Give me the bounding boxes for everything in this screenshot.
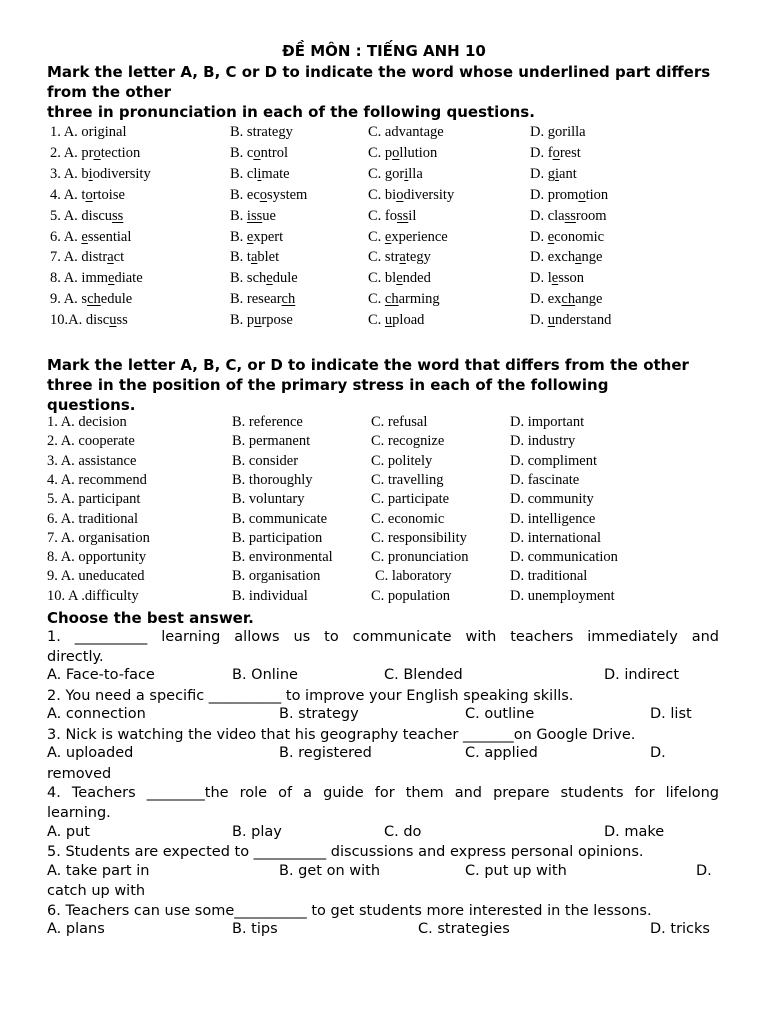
pronunciation-option-a[interactable] — [50, 124, 127, 141]
underlined-part: u — [109, 312, 117, 329]
pronunciation-option-c[interactable] — [368, 312, 424, 329]
option-text-suffix: rest — [559, 144, 581, 161]
option-text-prefix: 6. A. — [50, 228, 82, 245]
option-text-suffix: dule — [272, 270, 298, 287]
underlined-part: e — [384, 228, 392, 245]
stress-option-d[interactable]: D. unemployment — [510, 587, 615, 604]
underlined-part: i — [88, 165, 93, 182]
option-text-prefix: C. gor — [368, 165, 405, 182]
q4-option-c[interactable]: C. do — [384, 824, 422, 840]
option-text-prefix: 5. A. discu — [50, 207, 113, 224]
stress-option-d[interactable]: D. communication — [510, 549, 618, 566]
stress-option-d[interactable]: D. community — [510, 491, 594, 508]
exam-title: ĐỀ MÔN : TIẾNG ANH 10 — [282, 42, 486, 60]
q5-options — [47, 863, 719, 883]
pronunciation-option-d[interactable] — [530, 187, 608, 204]
stress-question-row — [0, 511, 768, 532]
q2-option-b[interactable]: B. strategy — [279, 706, 359, 722]
stress-option-b[interactable]: B. communicate — [232, 510, 328, 527]
option-text-suffix: ss — [116, 312, 128, 329]
option-text-suffix: xpert — [253, 228, 284, 245]
stress-option-c[interactable]: C. participate — [371, 491, 450, 508]
pronunciation-option-c[interactable] — [368, 124, 444, 141]
option-text-suffix: ssential — [87, 228, 132, 245]
option-text-suffix: ntrol — [260, 144, 288, 161]
stress-option-a[interactable]: 4. A. recommend — [47, 471, 147, 488]
q6-option-b[interactable]: B. tips — [232, 921, 278, 937]
option-text-prefix: C. — [368, 312, 385, 329]
option-text-prefix: D. — [530, 312, 548, 329]
option-text-prefix: D. — [530, 124, 548, 140]
option-text-suffix: rtoise — [92, 186, 125, 203]
option-text-suffix: mate — [261, 165, 290, 182]
pronunciation-question-row — [0, 124, 768, 145]
option-text-prefix: 3. A. b — [50, 165, 89, 182]
pronunciation-option-d[interactable] — [530, 208, 607, 225]
q6-option-a[interactable]: A. plans — [47, 921, 105, 937]
pronunciation-option-c[interactable] — [368, 229, 448, 246]
section2-instruction-line1: Mark the letter A, B, C, or D to indicate the word that differs from the other — [47, 356, 689, 374]
underlined-part: a — [250, 249, 258, 266]
option-text-prefix: C. str — [368, 249, 400, 266]
option-text-prefix: D. cla — [530, 207, 565, 224]
option-text-prefix: B. resear — [230, 291, 282, 308]
stress-question-row — [0, 530, 768, 551]
option-text-prefix: B. t — [230, 249, 251, 266]
option-text-prefix: C. bl — [368, 270, 397, 287]
pronunciation-question-row — [0, 187, 768, 208]
underlined-part: ch — [87, 291, 101, 308]
option-text-suffix: lla — [408, 165, 423, 182]
underlined-part: e — [547, 228, 555, 245]
q4-options — [47, 824, 719, 844]
stress-option-b[interactable]: B. permanent — [232, 433, 311, 450]
option-text-suffix: blet — [257, 249, 280, 266]
underlined-part: o — [85, 186, 93, 203]
pronunciation-question-row — [0, 229, 768, 250]
option-text-prefix: C. bi — [368, 186, 397, 203]
option-text-prefix: 4. A. t — [50, 186, 86, 203]
pronunciation-question-row — [0, 312, 768, 333]
stress-option-b[interactable]: B. organisation — [232, 568, 321, 585]
pronunciation-option-c[interactable] — [368, 145, 437, 162]
underlined-part: iss — [246, 207, 263, 224]
underlined-part: ch — [281, 291, 296, 308]
pronunciation-option-d[interactable] — [530, 270, 584, 287]
underlined-part: g — [547, 124, 555, 140]
q6-stem: 6. Teachers can use some__________ to get students more interested in the lessons. — [47, 903, 652, 919]
option-text-prefix: 9. A. s — [50, 291, 88, 308]
section2-instruction-line2: three in the position of the primary stress in each of the following — [47, 376, 609, 394]
stress-option-c[interactable]: C. population — [371, 587, 450, 604]
option-text-suffix: llution — [399, 144, 438, 161]
stress-question-row — [0, 433, 768, 454]
q3-option-c[interactable]: C. applied — [465, 745, 538, 761]
pronunciation-option-d[interactable] — [530, 291, 602, 308]
option-text-prefix: D. l — [530, 270, 552, 287]
pronunciation-option-c[interactable] — [368, 270, 431, 287]
stress-option-d[interactable]: D. intelligence — [510, 510, 596, 527]
underlined-part: i — [554, 165, 560, 182]
pronunciation-question-row — [0, 270, 768, 291]
stress-option-c[interactable]: C. recognize — [371, 433, 445, 450]
q2-stem: 2. You need a specific __________ to improve your English speaking skills. — [47, 688, 574, 704]
option-text-suffix: nded — [402, 270, 431, 287]
stress-option-a[interactable]: 1. A. decision — [47, 414, 127, 430]
option-text-prefix: B. cl — [230, 165, 258, 182]
option-text-suffix: conomic — [554, 228, 605, 245]
option-text-prefix: C. — [368, 228, 385, 245]
q1-stem: 1. __________ learning allows us to communicate with teachers immediately and — [47, 629, 719, 645]
q6-option-c[interactable]: C. strategies — [418, 921, 510, 937]
underlined-part: e — [266, 270, 273, 287]
stress-option-a[interactable]: 7. A. organisation — [47, 529, 150, 546]
underlined-part: o — [396, 186, 404, 203]
pronunciation-option-c[interactable] — [368, 249, 431, 266]
option-text-suffix: rpose — [261, 312, 293, 329]
pronunciation-option-c[interactable] — [368, 166, 423, 183]
option-text-prefix: D. prom — [530, 186, 579, 203]
underlined-part: g — [430, 124, 438, 140]
option-text-suffix: ue — [262, 207, 276, 224]
pronunciation-option-a[interactable] — [50, 270, 143, 287]
stress-option-a[interactable]: 10. A .difficulty — [47, 587, 139, 604]
q2-options — [47, 706, 719, 726]
option-text-suffix: tegy — [405, 249, 431, 266]
option-text-suffix: e — [437, 124, 444, 140]
stress-question-row — [0, 588, 768, 609]
q5-option-b[interactable]: B. get on with — [279, 863, 381, 879]
option-text-suffix: inal — [104, 124, 127, 140]
underlined-part: e — [246, 228, 254, 245]
q6-options — [47, 921, 719, 941]
stress-question-row — [0, 491, 768, 512]
q1-option-a[interactable]: A. Face-to-face — [47, 667, 155, 683]
option-text-suffix: orilla — [554, 124, 586, 140]
underlined-part: g — [278, 124, 286, 140]
option-text-prefix: 10.A. disc — [50, 312, 110, 329]
q5-option-a[interactable]: A. take part in — [47, 863, 150, 879]
option-text-prefix: C. fo — [368, 207, 397, 224]
q1-stem-cont: directly. — [47, 649, 104, 665]
stress-option-c[interactable]: C. refusal — [371, 414, 428, 430]
option-text-suffix: xperience — [391, 228, 448, 245]
q5-stem: 5. Students are expected to __________ discussions and express personal opinions. — [47, 844, 644, 860]
stress-option-d[interactable]: D. international — [510, 529, 602, 546]
option-text-prefix: D. — [530, 228, 548, 245]
pronunciation-option-d[interactable] — [530, 249, 602, 266]
stress-option-d[interactable]: D. industry — [510, 433, 576, 450]
stress-option-b[interactable]: B. reference — [232, 414, 303, 430]
pronunciation-option-a[interactable] — [50, 145, 140, 162]
stress-question-row — [0, 549, 768, 570]
underlined-part: o — [253, 144, 261, 161]
option-text-suffix: edule — [100, 291, 133, 308]
stress-option-a[interactable]: 8. A. opportunity — [47, 549, 147, 566]
stress-option-b[interactable]: B. consider — [232, 452, 299, 469]
option-text-prefix: 2. A. pr — [50, 144, 94, 161]
option-text-suffix: diate — [114, 270, 143, 287]
option-text-prefix: B. strate — [230, 124, 279, 140]
stress-option-b[interactable]: B. thoroughly — [232, 471, 313, 488]
option-text-suffix: nge — [581, 249, 603, 266]
q6-option-d[interactable]: D. tricks — [650, 921, 710, 937]
option-text-prefix: D. f — [530, 144, 553, 161]
q1-option-d[interactable]: D. indirect — [604, 667, 680, 683]
q4-option-d[interactable]: D. make — [604, 824, 665, 840]
stress-option-b[interactable]: B. individual — [232, 587, 308, 604]
pronunciation-option-c[interactable] — [368, 187, 454, 204]
option-text-suffix: room — [575, 207, 607, 224]
option-text-suffix: diversity — [403, 186, 455, 203]
option-text-prefix: D. ex — [530, 291, 562, 308]
stress-option-c[interactable]: C. politely — [371, 452, 433, 469]
section1-instruction-line2: three in pronunciation in each of the following questions. — [47, 103, 535, 121]
option-text-prefix: B. sch — [230, 270, 267, 287]
q4-option-a[interactable]: A. put — [47, 824, 90, 840]
pronunciation-option-a[interactable] — [50, 187, 125, 204]
option-text-suffix: ant — [559, 165, 577, 182]
option-text-prefix: D. g — [530, 165, 555, 182]
underlined-part: i — [257, 165, 262, 182]
stress-option-a[interactable]: 3. A. assistance — [47, 452, 137, 469]
stress-question-row — [0, 472, 768, 493]
pronunciation-question-row — [0, 291, 768, 312]
stress-option-d[interactable]: D. important — [510, 414, 585, 430]
underlined-part: g — [97, 124, 105, 140]
option-text-prefix: B. p — [230, 312, 255, 329]
q1-option-c[interactable]: C. Blended — [384, 667, 463, 683]
underlined-part: e — [396, 270, 403, 287]
q3-option-a[interactable]: A. uploaded — [47, 745, 134, 761]
underlined-part: a — [575, 249, 582, 266]
pronunciation-option-b[interactable] — [230, 145, 288, 162]
pronunciation-question-row — [0, 166, 768, 187]
stress-option-d[interactable]: D. fascinate — [510, 471, 580, 488]
pronunciation-option-b[interactable] — [230, 291, 295, 308]
pronunciation-option-a[interactable] — [50, 229, 131, 246]
pronunciation-question-row — [0, 249, 768, 270]
underlined-part: e — [551, 270, 559, 287]
underlined-part: ch — [561, 291, 576, 308]
option-text-prefix: B. — [230, 228, 247, 245]
pronunciation-option-a[interactable] — [50, 249, 124, 266]
option-text-prefix: B. ec — [230, 186, 260, 203]
option-text-suffix: system — [267, 186, 308, 203]
stress-question-row — [0, 453, 768, 474]
option-text-suffix: y — [285, 124, 293, 140]
q5-option-c[interactable]: C. put up with — [465, 863, 567, 879]
section1-instruction-line1: Mark the letter A, B, C or D to indicate the word whose underlined part differs from the other — [47, 63, 711, 101]
option-text-suffix: tection — [100, 144, 141, 161]
stress-option-d[interactable]: D. traditional — [510, 568, 588, 585]
q4-stem-cont: learning. — [47, 805, 111, 821]
stress-option-c[interactable]: C. travelling — [371, 471, 444, 488]
pronunciation-question-row — [0, 208, 768, 229]
q5-option-d-cont: catch up with — [47, 883, 146, 899]
q5-option-d[interactable]: D. — [696, 863, 712, 879]
section1-instruction — [47, 62, 727, 102]
stress-option-c[interactable]: C. economic — [371, 510, 445, 527]
underlined-part: e — [108, 270, 115, 287]
q3-stem: 3. Nick is watching the video that his geography teacher _______on Google Drive. — [47, 727, 636, 743]
option-text-prefix: 8. A. imm — [50, 270, 109, 287]
option-text-prefix: C. — [368, 291, 385, 308]
option-text-suffix: sson — [558, 270, 584, 287]
q3-option-d[interactable]: D. — [650, 745, 666, 761]
section2-instruction-line3: questions. — [47, 396, 136, 414]
pronunciation-option-d[interactable] — [530, 166, 577, 183]
stress-option-b[interactable]: B. voluntary — [232, 491, 305, 508]
q3-option-d-cont: removed — [47, 766, 112, 782]
underlined-part: u — [254, 312, 262, 329]
underlined-part: o — [259, 186, 268, 203]
underlined-part: ch — [384, 291, 399, 308]
pronunciation-option-b[interactable] — [230, 249, 279, 266]
q2-option-c[interactable]: C. outline — [465, 706, 535, 722]
underlined-part: o — [392, 144, 400, 161]
q1-option-b[interactable]: B. Online — [232, 667, 298, 683]
q3-options — [47, 745, 719, 765]
stress-option-c[interactable]: C. laboratory — [375, 568, 452, 585]
option-text-suffix: ct — [113, 249, 125, 266]
pronunciation-option-b[interactable] — [230, 166, 290, 183]
pronunciation-option-a[interactable] — [50, 208, 123, 225]
pronunciation-option-b[interactable] — [230, 229, 283, 246]
option-text-prefix: D. exch — [530, 249, 576, 266]
underlined-part: i — [404, 165, 409, 182]
underlined-part: o — [552, 144, 560, 161]
option-text-suffix: il — [408, 207, 417, 224]
stress-option-a[interactable]: 5. A. participant — [47, 491, 141, 508]
pronunciation-option-b[interactable] — [230, 312, 293, 329]
underlined-part: e — [81, 228, 88, 245]
option-text-suffix: pload — [392, 312, 425, 329]
stress-option-c[interactable]: C. pronunciation — [371, 549, 469, 566]
stress-option-a[interactable]: 2. A. cooperate — [47, 433, 135, 450]
q1-options — [47, 667, 719, 687]
stress-option-a[interactable]: 6. A. traditional — [47, 510, 139, 527]
pronunciation-option-a[interactable] — [50, 291, 132, 308]
underlined-part: o — [93, 144, 101, 161]
underlined-part: a — [107, 249, 114, 266]
underlined-part: a — [399, 249, 406, 266]
stress-option-d[interactable]: D. compliment — [510, 452, 597, 469]
underlined-part: ss — [564, 207, 576, 224]
stress-question-row — [0, 414, 768, 435]
pronunciation-option-c[interactable] — [368, 291, 440, 308]
underlined-part: o — [578, 186, 586, 203]
pronunciation-option-b[interactable] — [230, 270, 298, 287]
option-text-prefix: C. advanta — [368, 124, 431, 140]
q4-option-b[interactable]: B. play — [232, 824, 282, 840]
option-text-prefix: B. c — [230, 144, 254, 161]
pronunciation-option-b[interactable] — [230, 187, 307, 204]
stress-option-b[interactable]: B. participation — [232, 529, 323, 546]
pronunciation-option-d[interactable] — [530, 229, 604, 246]
option-text-suffix: odiversity — [92, 165, 151, 182]
stress-option-b[interactable]: B. environmental — [232, 549, 333, 566]
underlined-part: ss — [112, 207, 124, 224]
stress-option-a[interactable]: 9. A. uneducated — [47, 568, 145, 585]
option-text-prefix: B. — [230, 207, 247, 224]
section3-instruction: Choose the best answer. — [47, 609, 254, 627]
pronunciation-option-d[interactable] — [530, 312, 611, 329]
pronunciation-option-a[interactable] — [50, 312, 128, 329]
option-text-suffix: ange — [575, 291, 603, 308]
q4-stem: 4. Teachers ________the role of a guide for them and prepare students for lifelong — [47, 785, 719, 801]
stress-question-row — [0, 568, 768, 589]
pronunciation-option-a[interactable] — [50, 166, 151, 183]
pronunciation-question-row — [0, 145, 768, 166]
underlined-part: u — [384, 312, 393, 329]
option-text-prefix: 7. A. distr — [50, 249, 108, 266]
pronunciation-option-d[interactable] — [530, 145, 581, 162]
option-text-suffix: nderstand — [554, 312, 612, 329]
pronunciation-option-d[interactable] — [530, 124, 586, 141]
option-text-prefix: C. p — [368, 144, 393, 161]
q3-option-b[interactable]: B. registered — [279, 745, 372, 761]
underlined-part: u — [547, 312, 555, 329]
pronunciation-option-b[interactable] — [230, 124, 293, 141]
stress-option-c[interactable]: C. responsibility — [371, 529, 467, 546]
q2-option-a[interactable]: A. connection — [47, 706, 146, 722]
option-text-suffix: arming — [398, 291, 440, 308]
option-text-prefix: 1. A. ori — [50, 124, 98, 140]
q2-option-d[interactable]: D. list — [650, 706, 692, 722]
pronunciation-option-b[interactable] — [230, 208, 276, 225]
underlined-part: ss — [397, 207, 409, 224]
pronunciation-option-c[interactable] — [368, 208, 416, 225]
option-text-suffix: tion — [585, 186, 609, 203]
